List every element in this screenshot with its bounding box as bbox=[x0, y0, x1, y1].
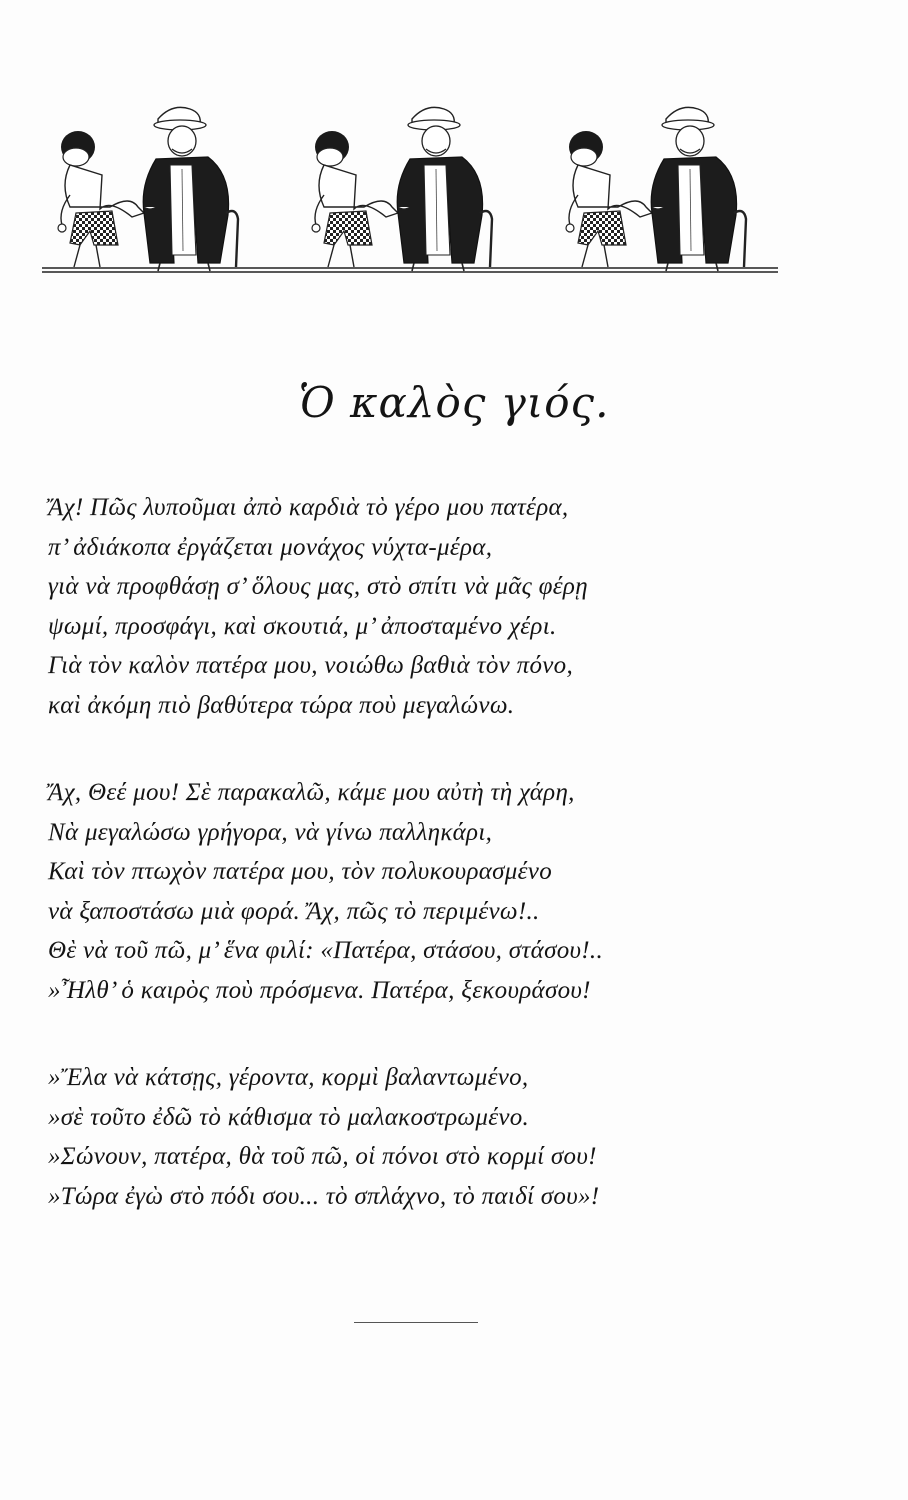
poem-line: Ἄχ, Θεέ μου! Σὲ παρακαλῶ, κάμε μου αὐτὴ τὴ χάρη, bbox=[48, 779, 575, 806]
poem-line: »Ἔλα νὰ κάτσῃς, γέροντα, κορμὶ βαλαντωμένο, bbox=[48, 1064, 529, 1091]
poem-line: Νὰ μεγαλώσω γρήγορα, νὰ γίνω παλληκάρι, bbox=[48, 818, 493, 846]
stanza-1 bbox=[48, 488, 858, 725]
poem-line: Καὶ τὸν πτωχὸν πατέρα μου, τὸν πολυκουρασμένο bbox=[48, 858, 552, 885]
poem-line: »Σώνουν, πατέρα, θὰ τοῦ πῶ, οἱ πόνοι στὸ κορμί σου! bbox=[48, 1143, 597, 1170]
poem-line: »σὲ τοῦτο ἐδῶ τὸ κάθισμα τὸ μαλακοστρωμένο. bbox=[48, 1103, 530, 1131]
poem-line: γιὰ νὰ προφθάσῃ σ’ ὅλους μας, στὸ σπίτι νὰ μᾶς φέρῃ bbox=[48, 573, 588, 600]
poem-line: Θὲ νὰ τοῦ πῶ, μ’ ἕνα φιλί: «Πατέρα, στάσου, στάσου!.. bbox=[48, 937, 603, 964]
poem-line: π’ ἀδιάκοπα ἐργάζεται μονάχος νύχτα-μέρα, bbox=[48, 533, 493, 561]
poem-line: καὶ ἀκόμη πιὸ βαθύτερα τώρα ποὺ μεγαλώνω. bbox=[48, 691, 515, 719]
boy-leading-old-man-illustration bbox=[40, 95, 780, 275]
poem-title: Ὁ καλὸς γιός. bbox=[298, 378, 610, 427]
poem-line: Ἄχ! Πῶς λυποῦμαι ἀπὸ καρδιὰ τὸ γέρο μου πατέρα, bbox=[48, 494, 569, 521]
poem-line: ψωμί, προσφάγι, καὶ σκουτιά, μ’ ἀποσταμένο χέρι. bbox=[48, 612, 557, 640]
poem-line: »Τώρα ἐγὼ στὸ πόδι σου... τὸ σπλάχνο, τὸ παιδί σου»! bbox=[48, 1182, 600, 1210]
end-divider bbox=[354, 1322, 478, 1323]
stanza-2 bbox=[48, 773, 858, 1010]
poem-line: Γιὰ τὸν καλὸν πατέρα μου, νοιώθω βαθιὰ τὸν πόνο, bbox=[48, 652, 573, 679]
stanza-3 bbox=[48, 1058, 858, 1216]
poem-body bbox=[48, 488, 858, 1264]
poem-line: νὰ ξαποστάσω μιὰ φορά. Ἄχ, πῶς τὸ περιμένω!.. bbox=[48, 897, 540, 925]
poem-line: »Ἦλθ’ ὁ καιρὸς ποὺ πρόσμενα. Πατέρα, ξεκουράσου! bbox=[48, 976, 591, 1004]
